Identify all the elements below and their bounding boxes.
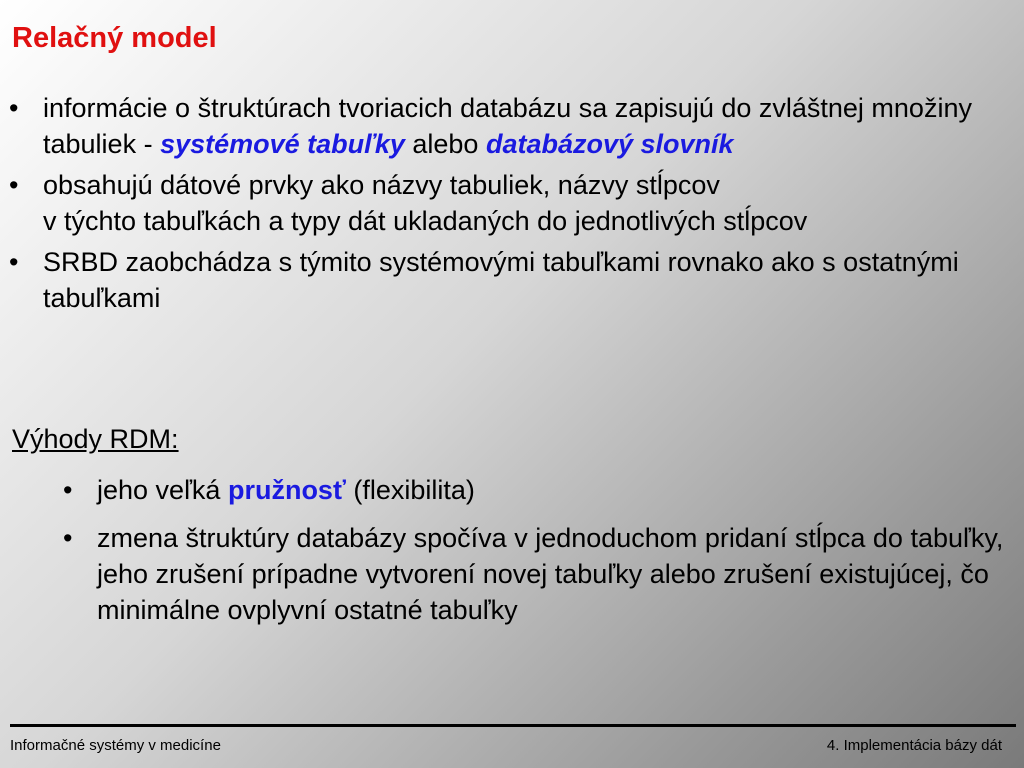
bullet-text: zmena štruktúry databázy spočíva v jednoduchom pridaní stĺpca do tabuľky, jeho zrušení prípadne vytvorení novej tabuľky alebo zrušení existujúcej, čo minimálne ovplyvní ostatné tabuľky [97,523,1004,625]
bullet-marker: • [9,247,19,277]
bullet-item-srbd [9,244,1018,316]
emphasis-flexibility: pružnosť [227,475,346,505]
main-bullet-list [9,90,1018,321]
bullet-text-line: obsahujú dátové prvky ako názvy tabuliek, názvy stĺpcov [43,170,720,200]
advantage-item-structure-change [63,520,1007,628]
advantage-item-flexibility [63,472,1007,508]
bullet-marker: • [9,93,19,123]
slide-title: Relačný model [12,22,217,54]
emphasis-system-tables: systémové tabuľky [160,129,405,159]
bullet-text: (flexibilita) [345,475,475,505]
bullet-marker: • [9,170,19,200]
footer-divider [10,724,1016,727]
footer-chapter-title: 4. Implementácia bázy dát [826,737,1002,754]
bullet-item-data-elements [9,167,1018,239]
emphasis-data-dictionary: databázový slovník [485,129,734,159]
advantages-heading: Výhody RDM: [12,424,179,454]
bullet-marker: • [63,475,73,505]
bullet-text-line: v týchto tabuľkách a typy dát ukladaných do jednotlivých stĺpcov [43,206,808,236]
bullet-text: informácie o štruktúrach tvoriacich databázu sa zapisujú do zvláštnej množiny tabuliek - [43,93,972,159]
footer-course-title: Informačné systémy v medicíne [10,737,221,754]
bullet-marker: • [63,523,73,553]
bullet-text: alebo [404,129,486,159]
bullet-text: jeho veľká [97,475,228,505]
bullet-text: SRBD zaobchádza s týmito systémovými tabuľkami rovnako ako s ostatnými tabuľkami [43,247,959,313]
advantages-bullet-list [63,472,1007,640]
bullet-item-system-tables [9,90,1018,162]
